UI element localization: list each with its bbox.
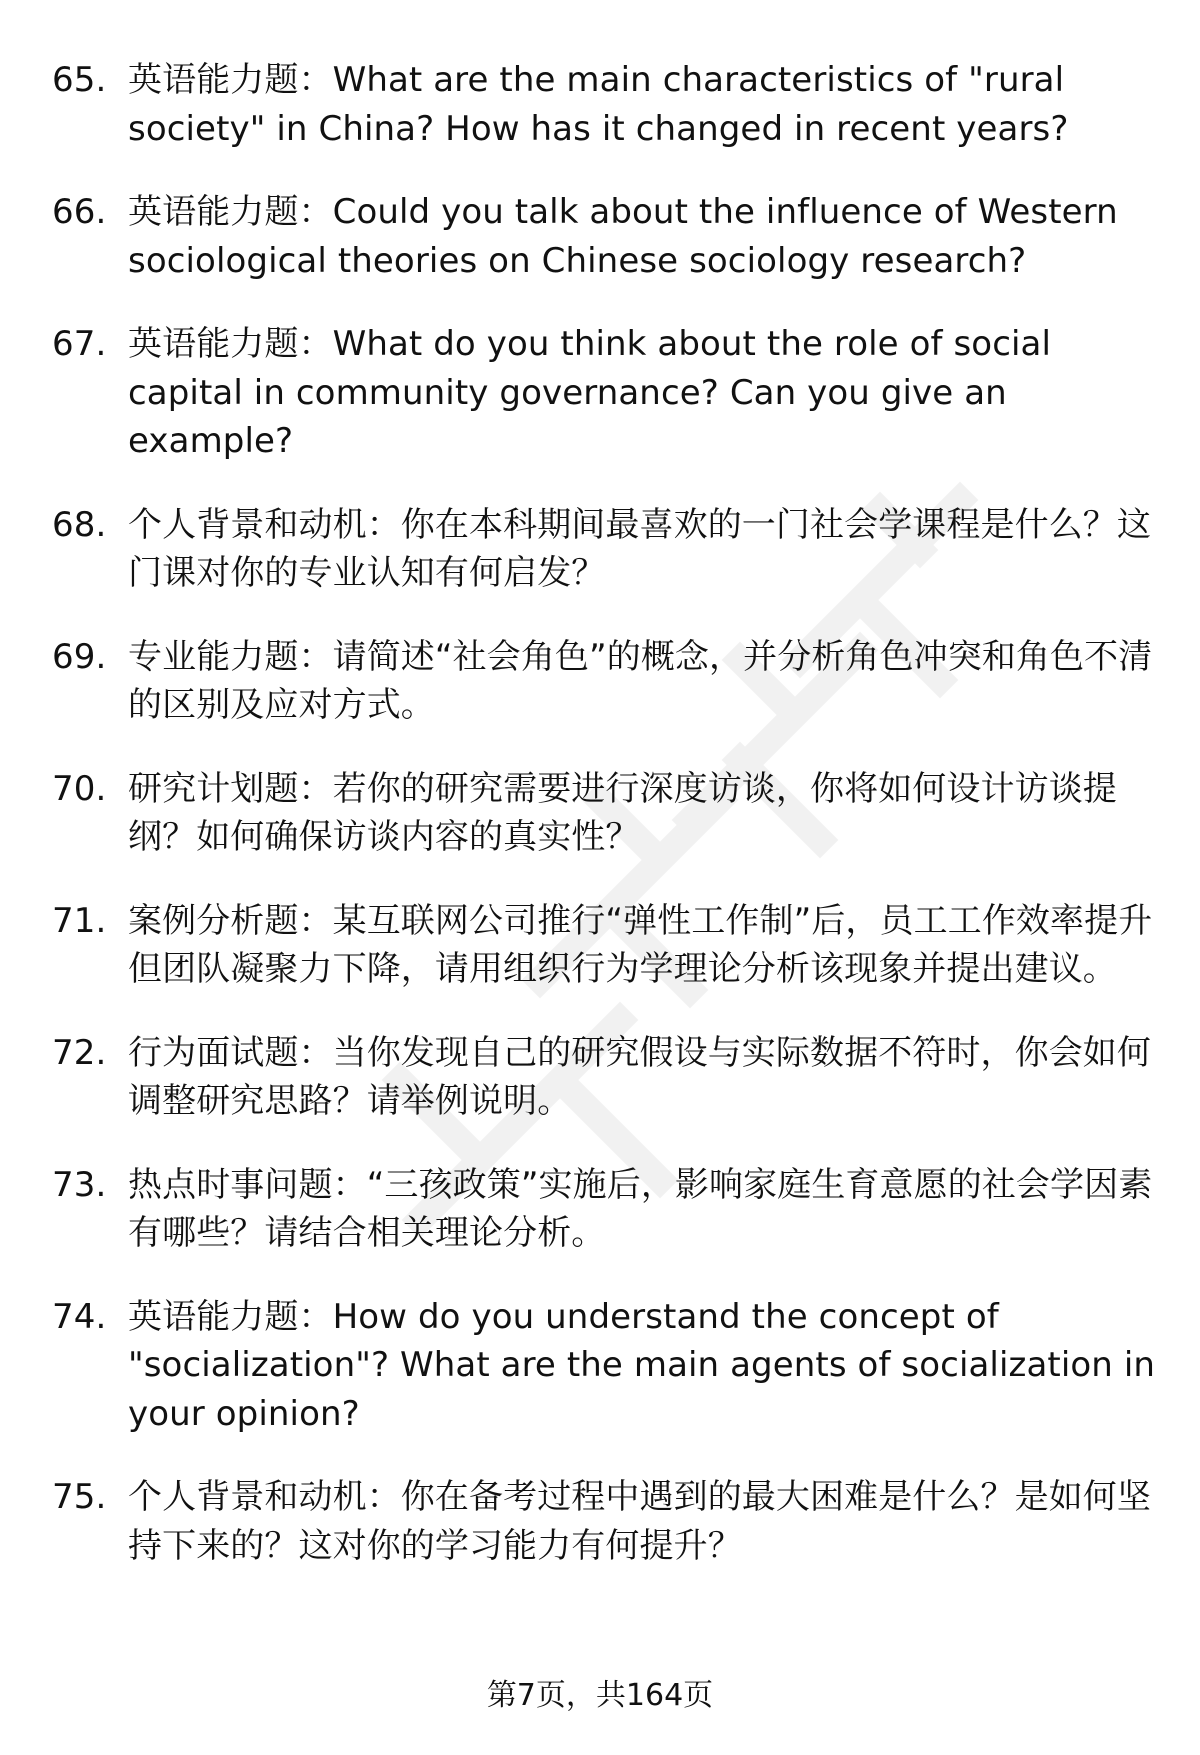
question-text: 英语能力题：What do you think about the role of social capital in community governance? Can you give an example? [128,324,1052,461]
question-number: 65. [52,60,107,100]
question-text: 个人背景和动机：你在备考过程中遇到的最大困难是什么？是如何坚持下来的？这对你的学习能力有何提升？ [128,1477,1151,1566]
question-item [52,1293,1162,1439]
question-number: 66. [52,192,107,232]
question-item [52,501,1162,598]
question-number: 69. [52,636,107,677]
question-text: 研究计划题：若你的研究需要进行深度访谈，你将如何设计访谈提纲？如何确保访谈内容的真实性？ [128,768,1117,857]
question-item [52,765,1162,862]
question-number: 72. [52,1032,107,1073]
question-item [52,633,1162,730]
question-number: 67. [52,324,107,364]
question-item [52,1029,1162,1126]
question-item [52,56,1162,153]
question-item [52,320,1162,466]
question-number: 75. [52,1477,107,1517]
question-item [52,1473,1162,1570]
question-number: 71. [52,900,107,941]
question-text: 个人背景和动机：你在本科期间最喜欢的一门社会学课程是什么？这门课对你的专业认知有何启发？ [128,504,1151,593]
question-item [52,1161,1162,1258]
question-number: 73. [52,1164,107,1205]
question-item [52,188,1162,285]
question-text: 案例分析题：某互联网公司推行“弹性工作制”后，员工工作效率提升但团队凝聚力下降，请用组织行为学理论分析该现象并提出建议。 [128,900,1153,989]
question-number: 74. [52,1296,107,1337]
question-number: 70. [52,768,107,809]
question-text: 行为面试题：当你发现自己的研究假设与实际数据不符时，你会如何调整研究思路？请举例说明。 [128,1032,1151,1121]
question-text: 英语能力题：Could you talk about the influence of Western sociological theories on Chinese sociology research? [128,192,1118,281]
question-item [52,897,1162,994]
question-text: 专业能力题：请简述“社会角色”的概念，并分析角色冲突和角色不清的区别及应对方式。 [128,636,1153,725]
question-list [52,56,1162,1605]
question-number: 68. [52,504,107,545]
question-text: 热点时事问题：“三孩政策”实施后，影响家庭生育意愿的社会学因素有哪些？请结合相关理论分析。 [128,1164,1153,1253]
question-text: 英语能力题：How do you understand the concept of "socialization"? What are the main agents of socialization in your opinion? [128,1296,1156,1434]
question-text: 英语能力题：What are the main characteristics of "rural society" in China? How has it changed in recent years? [128,60,1069,149]
page-footer: 第7页，共164页 [486,1678,714,1713]
